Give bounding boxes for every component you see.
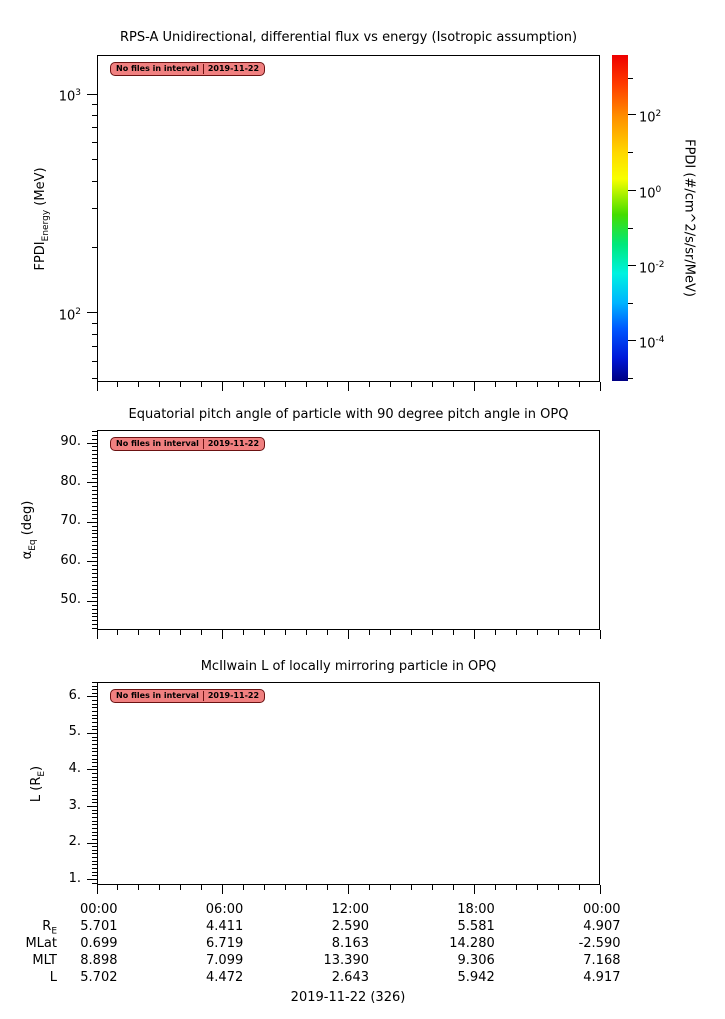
y-minor-tick	[92, 722, 97, 723]
y-major-tick	[87, 94, 97, 95]
x-minor-tick	[495, 382, 496, 387]
ephemeris-value: 5.581	[457, 919, 495, 934]
y-minor-tick	[92, 802, 97, 803]
y-tick-label: 90.	[60, 434, 81, 450]
y-minor-tick	[92, 682, 97, 683]
y-major-tick	[87, 879, 97, 880]
colorbar-major-tick	[628, 114, 636, 115]
y-tick-label: $10^2$	[58, 306, 81, 324]
y-minor-tick	[92, 813, 97, 814]
y-minor-tick	[92, 323, 97, 324]
y-minor-tick	[92, 577, 97, 578]
x-major-tick	[474, 382, 475, 391]
y-tick-label: 3.	[68, 797, 81, 813]
ephemeris-value: 4.411	[206, 919, 244, 934]
x-minor-tick	[432, 885, 433, 890]
x-minor-tick	[516, 885, 517, 890]
y-minor-tick	[92, 142, 97, 143]
x-minor-tick	[201, 885, 202, 890]
colorbar-major-tick	[628, 265, 636, 266]
ephemeris-value: 0.699	[80, 936, 118, 951]
annotation-message: No files in interval	[116, 64, 199, 73]
y-minor-tick	[92, 530, 97, 531]
x-minor-tick	[180, 885, 181, 890]
x-minor-tick	[306, 382, 307, 387]
y-minor-tick	[92, 875, 97, 876]
ephemeris-value: 5.702	[80, 970, 118, 985]
y-axis-label	[33, 167, 51, 270]
y-minor-tick	[92, 502, 97, 503]
colorbar-tick-label: $10^0$	[639, 184, 662, 202]
x-minor-tick	[495, 885, 496, 890]
colorbar-tick-label: $10^{-2}$	[639, 259, 665, 277]
y-minor-tick	[92, 616, 97, 617]
colorbar-minor-tick	[628, 378, 633, 379]
y-minor-tick	[92, 751, 97, 752]
y-tick-label: 50.	[60, 592, 81, 608]
x-major-tick	[600, 630, 601, 639]
y-major-tick	[87, 769, 97, 770]
y-minor-tick	[92, 127, 97, 128]
y-minor-tick	[92, 545, 97, 546]
y-minor-tick	[92, 726, 97, 727]
x-major-tick	[97, 885, 98, 894]
colorbar-label: FPDI (#/cm^2/s/sr/MeV)	[681, 139, 697, 297]
x-minor-tick	[306, 630, 307, 635]
x-major-tick	[348, 382, 349, 391]
y-minor-tick	[92, 693, 97, 694]
y-axis-label-text: FPDI	[33, 240, 49, 271]
y-tick-label: 6.	[68, 687, 81, 703]
y-tick-label: 4.	[68, 760, 81, 776]
y-minor-tick	[92, 506, 97, 507]
y-major-tick	[87, 601, 97, 602]
colorbar-minor-tick	[628, 78, 633, 79]
x-major-tick	[97, 630, 98, 639]
x-minor-tick	[390, 630, 391, 635]
y-minor-tick	[92, 526, 97, 527]
x-minor-tick	[285, 382, 286, 387]
x-minor-tick	[285, 885, 286, 890]
no-data-annotation	[110, 689, 265, 703]
y-minor-tick	[92, 431, 97, 432]
ephemeris-value: 5.942	[457, 970, 495, 985]
y-minor-tick	[92, 784, 97, 785]
x-minor-tick	[285, 630, 286, 635]
y-minor-tick	[92, 620, 97, 621]
x-minor-tick	[117, 630, 118, 635]
x-minor-tick	[579, 382, 580, 387]
x-minor-tick	[432, 630, 433, 635]
no-data-annotation	[110, 62, 265, 76]
annotation-date: 2019-11-22	[203, 64, 259, 74]
y-minor-tick	[92, 795, 97, 796]
y-minor-tick	[92, 378, 97, 379]
ephemeris-value: 4.907	[583, 919, 621, 934]
y-minor-tick	[92, 718, 97, 719]
y-minor-tick	[92, 439, 97, 440]
y-major-tick	[87, 806, 97, 807]
y-minor-tick	[92, 788, 97, 789]
ephemeris-value: 4.917	[583, 970, 621, 985]
y-minor-tick	[92, 759, 97, 760]
x-major-tick	[600, 382, 601, 391]
x-minor-tick	[306, 885, 307, 890]
colorbar-minor-tick	[628, 228, 633, 229]
y-minor-tick	[92, 537, 97, 538]
x-minor-tick	[180, 630, 181, 635]
y-minor-tick	[92, 581, 97, 582]
y-tick-label: 2.	[68, 834, 81, 849]
y-minor-tick	[92, 470, 97, 471]
y-minor-tick	[92, 609, 97, 610]
y-minor-tick	[92, 853, 97, 854]
time-tick-label: 12:00	[331, 902, 369, 917]
y-minor-tick	[92, 810, 97, 811]
no-data-annotation	[110, 437, 265, 451]
y-minor-tick	[92, 589, 97, 590]
y-minor-tick	[92, 510, 97, 511]
time-tick-label: 18:00	[457, 902, 495, 917]
y-minor-tick	[92, 478, 97, 479]
colorbar-minor-tick	[628, 303, 633, 304]
y-minor-tick	[92, 766, 97, 767]
x-minor-tick	[117, 382, 118, 387]
y-minor-tick	[92, 346, 97, 347]
x-minor-tick	[516, 630, 517, 635]
y-minor-tick	[92, 846, 97, 847]
annotation-message: No files in interval	[116, 691, 199, 700]
ephemeris-value: 13.390	[323, 953, 369, 968]
ephemeris-row-label: $R_E$	[42, 919, 57, 937]
time-tick-label: 06:00	[205, 902, 244, 917]
x-minor-tick	[327, 885, 328, 890]
y-major-tick	[87, 482, 97, 483]
y-minor-tick	[92, 247, 97, 248]
y-tick-label: $10^3$	[58, 88, 81, 105]
y-minor-tick	[92, 573, 97, 574]
x-minor-tick	[453, 630, 454, 635]
y-minor-tick	[92, 740, 97, 741]
y-major-tick	[87, 696, 97, 697]
x-minor-tick	[117, 885, 118, 890]
y-axis-label-units: )	[29, 765, 45, 771]
y-axis-label-units: (MeV)	[33, 166, 49, 210]
x-minor-tick	[537, 885, 538, 890]
y-axis-label-units: (deg)	[20, 500, 36, 540]
y-minor-tick	[92, 334, 97, 335]
y-minor-tick	[92, 864, 97, 865]
y-axis-label-text: α	[20, 550, 36, 560]
y-minor-tick	[92, 700, 97, 701]
y-tick-label: 60.	[60, 552, 81, 568]
x-minor-tick	[558, 630, 559, 635]
y-minor-tick	[92, 553, 97, 554]
y-major-tick	[87, 522, 97, 523]
y-minor-tick	[92, 597, 97, 598]
colorbar-major-tick	[628, 190, 636, 191]
ephemeris-value: -2.590	[578, 936, 621, 951]
ephemeris-value: 2.643	[331, 970, 369, 985]
y-minor-tick	[92, 466, 97, 467]
y-minor-tick	[92, 159, 97, 160]
x-minor-tick	[264, 630, 265, 635]
y-minor-tick	[92, 494, 97, 495]
plot-area	[97, 430, 600, 630]
x-minor-tick	[264, 885, 265, 890]
y-axis-label-subscript: Energy	[40, 209, 51, 241]
y-minor-tick	[92, 549, 97, 550]
annotation-message: No files in interval	[116, 439, 199, 448]
ephemeris-value: 5.701	[80, 919, 118, 934]
y-minor-tick	[92, 605, 97, 606]
x-minor-tick	[579, 630, 580, 635]
ephemeris-row-label: L	[49, 970, 57, 985]
y-minor-tick	[92, 780, 97, 781]
panel-title: RPS-A Unidirectional, differential flux vs energy (Isotropic assumption)	[119, 30, 578, 45]
y-minor-tick	[92, 737, 97, 738]
x-minor-tick	[327, 630, 328, 635]
y-minor-tick	[92, 715, 97, 716]
annotation-date: 2019-11-22	[203, 439, 259, 449]
y-major-tick	[87, 561, 97, 562]
x-minor-tick	[159, 885, 160, 890]
y-minor-tick	[92, 777, 97, 778]
y-minor-tick	[92, 565, 97, 566]
y-minor-tick	[92, 755, 97, 756]
ephemeris-value: 7.168	[583, 953, 621, 968]
y-minor-tick	[92, 446, 97, 447]
x-major-tick	[348, 885, 349, 894]
y-minor-tick	[92, 686, 97, 687]
colorbar-major-tick	[628, 340, 636, 341]
y-minor-tick	[92, 828, 97, 829]
date-label: 2019-11-22 (326)	[290, 990, 406, 1005]
plot-area	[97, 55, 600, 382]
time-tick-label: 00:00	[80, 902, 118, 917]
x-minor-tick	[180, 382, 181, 387]
ephemeris-value: 8.163	[331, 936, 369, 951]
y-minor-tick	[92, 518, 97, 519]
x-minor-tick	[453, 382, 454, 387]
plot-area	[97, 682, 600, 885]
y-minor-tick	[92, 462, 97, 463]
y-major-tick	[87, 843, 97, 844]
ephemeris-value: 9.306	[457, 953, 495, 968]
y-major-tick	[87, 733, 97, 734]
y-minor-tick	[92, 744, 97, 745]
x-minor-tick	[495, 630, 496, 635]
y-minor-tick	[92, 454, 97, 455]
y-minor-tick	[92, 490, 97, 491]
x-minor-tick	[516, 382, 517, 387]
y-minor-tick	[92, 791, 97, 792]
colorbar-gradient	[612, 55, 628, 381]
x-minor-tick	[243, 885, 244, 890]
y-minor-tick	[92, 707, 97, 708]
y-minor-tick	[92, 711, 97, 712]
y-minor-tick	[92, 593, 97, 594]
ephemeris-value: 8.898	[80, 953, 118, 968]
x-minor-tick	[201, 382, 202, 387]
x-minor-tick	[411, 885, 412, 890]
y-minor-tick	[92, 857, 97, 858]
y-minor-tick	[92, 569, 97, 570]
x-minor-tick	[411, 630, 412, 635]
y-minor-tick	[92, 115, 97, 116]
y-tick-label: 5.	[68, 724, 81, 740]
y-minor-tick	[92, 541, 97, 542]
x-minor-tick	[243, 630, 244, 635]
ephemeris-value: 6.719	[206, 936, 244, 951]
y-minor-tick	[92, 104, 97, 105]
x-minor-tick	[537, 630, 538, 635]
x-minor-tick	[390, 885, 391, 890]
y-minor-tick	[92, 839, 97, 840]
x-major-tick	[348, 630, 349, 639]
y-minor-tick	[92, 817, 97, 818]
x-major-tick	[600, 885, 601, 894]
y-minor-tick	[92, 832, 97, 833]
x-minor-tick	[453, 885, 454, 890]
y-minor-tick	[92, 689, 97, 690]
y-minor-tick	[92, 486, 97, 487]
y-major-tick	[87, 443, 97, 444]
y-minor-tick	[92, 498, 97, 499]
y-minor-tick	[92, 458, 97, 459]
x-major-tick	[97, 382, 98, 391]
y-minor-tick	[92, 850, 97, 851]
y-major-tick	[87, 312, 97, 313]
x-major-tick	[474, 630, 475, 639]
y-minor-tick	[92, 762, 97, 763]
y-tick-label: 1.	[68, 870, 81, 886]
y-minor-tick	[92, 435, 97, 436]
x-major-tick	[222, 885, 223, 894]
x-minor-tick	[159, 630, 160, 635]
y-tick-label: 70.	[60, 513, 81, 529]
y-minor-tick	[92, 748, 97, 749]
x-minor-tick	[558, 382, 559, 387]
y-minor-tick	[92, 799, 97, 800]
ephemeris-row-label: MLT	[32, 953, 57, 968]
y-minor-tick	[92, 208, 97, 209]
x-minor-tick	[264, 382, 265, 387]
x-minor-tick	[537, 382, 538, 387]
y-minor-tick	[92, 613, 97, 614]
x-minor-tick	[411, 382, 412, 387]
y-minor-tick	[92, 872, 97, 873]
colorbar-tick-label: $10^2$	[639, 108, 662, 126]
ephemeris-value: 2.590	[331, 919, 369, 934]
time-tick-label: 00:00	[583, 902, 621, 917]
x-minor-tick	[327, 382, 328, 387]
y-minor-tick	[92, 773, 97, 774]
y-tick-label: 80.	[60, 473, 81, 489]
y-minor-tick	[92, 181, 97, 182]
ephemeris-value: 7.099	[206, 953, 244, 968]
y-minor-tick	[92, 835, 97, 836]
y-minor-tick	[92, 361, 97, 362]
y-minor-tick	[92, 514, 97, 515]
x-minor-tick	[369, 885, 370, 890]
x-minor-tick	[558, 885, 559, 890]
y-minor-tick	[92, 624, 97, 625]
ephemeris-row-label: MLat	[25, 936, 57, 951]
x-minor-tick	[138, 382, 139, 387]
y-minor-tick	[92, 868, 97, 869]
x-major-tick	[474, 885, 475, 894]
y-minor-tick	[92, 533, 97, 534]
x-minor-tick	[369, 382, 370, 387]
y-minor-tick	[92, 474, 97, 475]
x-minor-tick	[432, 382, 433, 387]
y-axis-label-subscript: Eq	[27, 539, 38, 551]
x-minor-tick	[138, 885, 139, 890]
y-minor-tick	[92, 824, 97, 825]
panel-title: McIlwain L of locally mirroring particle in OPQ	[200, 659, 497, 674]
y-minor-tick	[92, 557, 97, 558]
colorbar-tick-label: $10^{-4}$	[639, 334, 665, 352]
ephemeris-value: 4.472	[206, 970, 244, 985]
x-minor-tick	[390, 382, 391, 387]
x-minor-tick	[579, 885, 580, 890]
colorbar-minor-tick	[628, 152, 633, 153]
x-major-tick	[222, 382, 223, 391]
y-minor-tick	[92, 704, 97, 705]
y-axis-label-text: L (R	[29, 776, 45, 802]
annotation-date: 2019-11-22	[203, 691, 259, 701]
y-minor-tick	[92, 861, 97, 862]
x-minor-tick	[243, 382, 244, 387]
x-major-tick	[222, 630, 223, 639]
x-minor-tick	[138, 630, 139, 635]
y-minor-tick	[92, 585, 97, 586]
y-minor-tick	[92, 450, 97, 451]
x-minor-tick	[369, 630, 370, 635]
x-minor-tick	[201, 630, 202, 635]
ephemeris-value: 14.280	[449, 936, 495, 951]
y-minor-tick	[92, 729, 97, 730]
x-minor-tick	[159, 382, 160, 387]
y-axis-label-subscript: E	[36, 770, 47, 777]
panel-title: Equatorial pitch angle of particle with 90 degree pitch angle in OPQ	[128, 407, 569, 422]
y-minor-tick	[92, 821, 97, 822]
y-minor-tick	[92, 883, 97, 884]
